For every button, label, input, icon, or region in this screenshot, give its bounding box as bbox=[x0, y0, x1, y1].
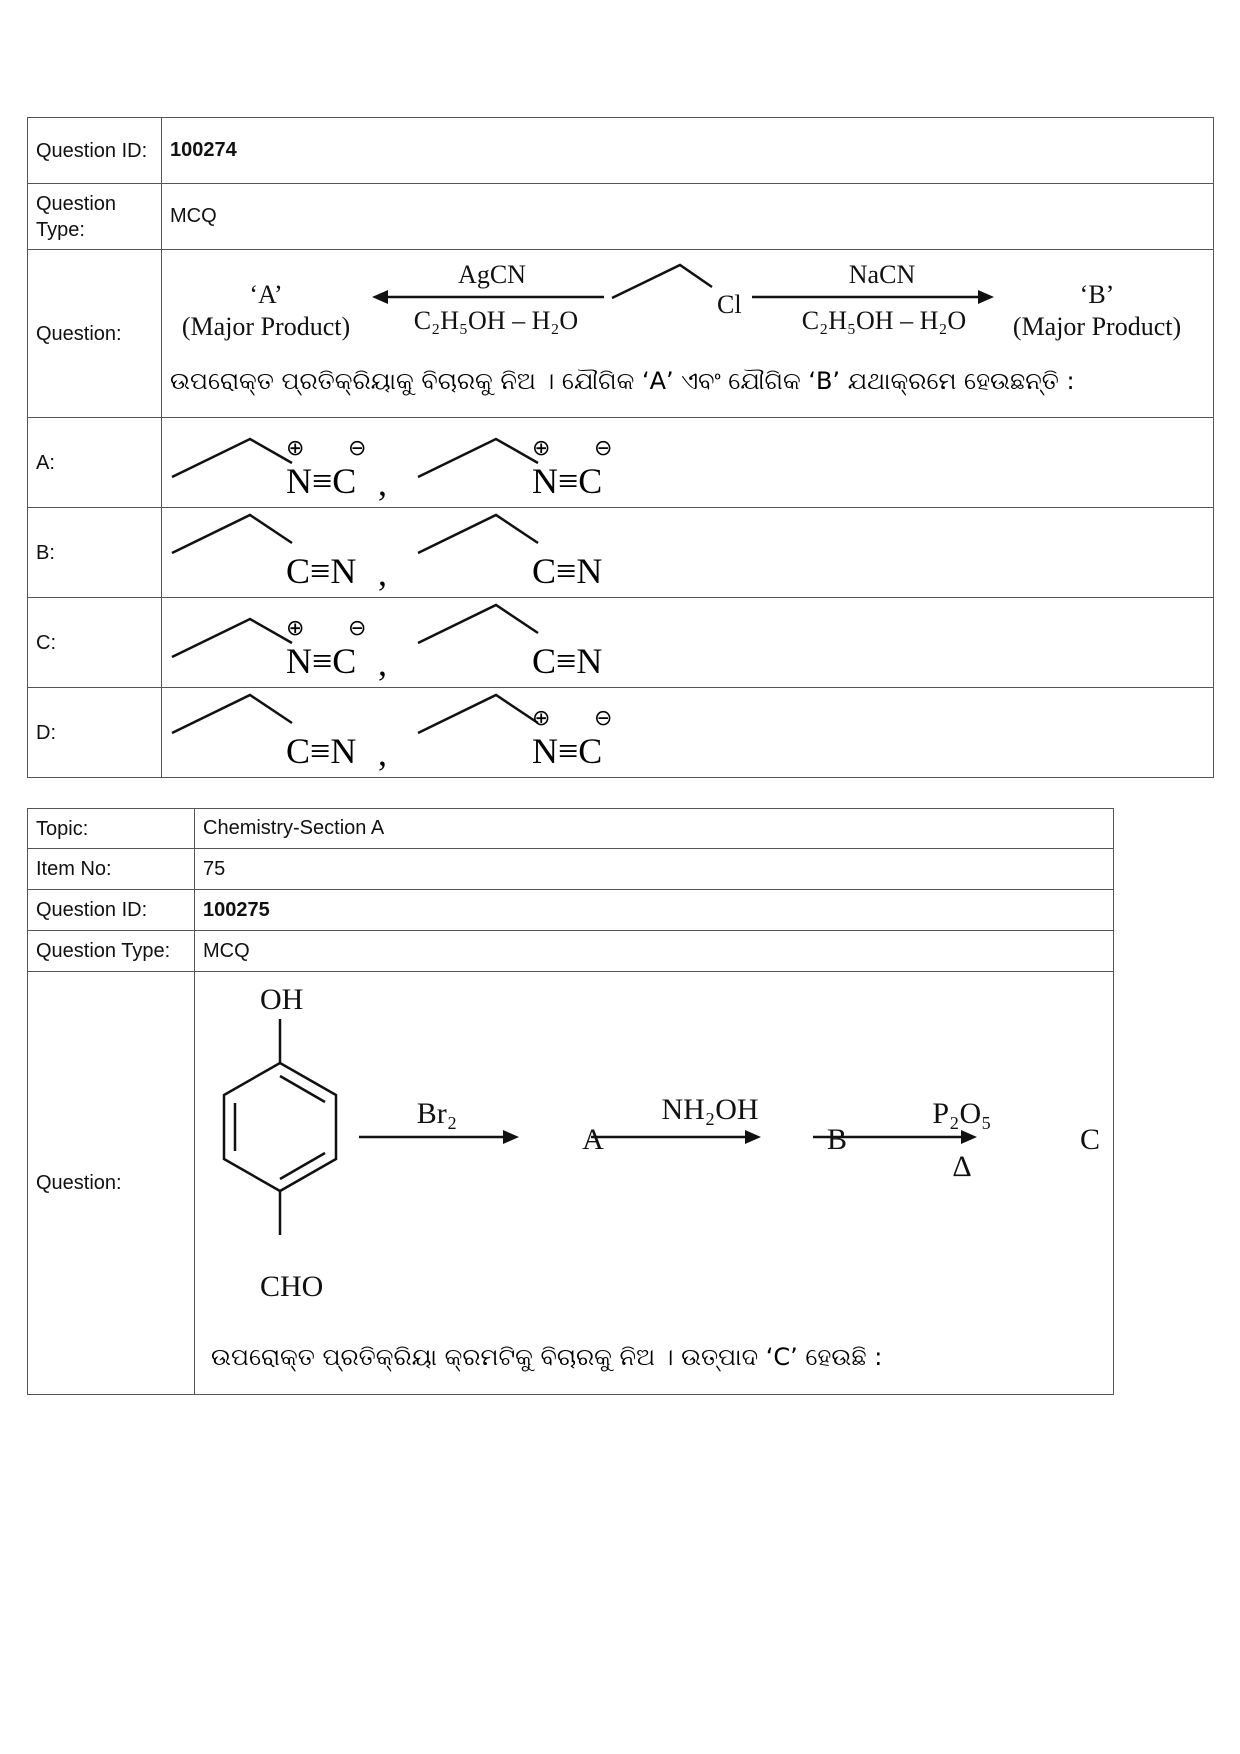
topic-value: Chemistry-Section A bbox=[195, 809, 1114, 849]
solvent-right: C₂H₅OH – H₂O bbox=[801, 305, 967, 335]
topic-label: Topic: bbox=[28, 809, 195, 849]
minus-charge: ⊖ bbox=[348, 435, 367, 461]
option-a-label: A: bbox=[28, 418, 162, 508]
question-id-value: 100274 bbox=[162, 118, 1214, 184]
question-text-odia: ଉପରୋକ୍ତ ପ୍ରତିକ୍ରିୟାକୁ ବିଚାରକୁ ନିଅ । ଯୌଗିକ ‘A’ ଏବଂ ଯୌଗିକ ‘B’ ଯଥାକ୍ରମେ ହେଉଛନ୍ତି : bbox=[170, 366, 1075, 395]
option-row-a[interactable] bbox=[28, 418, 1214, 508]
option-b-label: B: bbox=[28, 508, 162, 598]
option-d-svg bbox=[162, 689, 1212, 777]
option-b-svg bbox=[162, 509, 1212, 597]
comma: , bbox=[378, 732, 388, 773]
arrow-1-head bbox=[503, 1130, 519, 1144]
plus-charge: ⊕ bbox=[532, 435, 551, 461]
option-row-b[interactable] bbox=[28, 508, 1214, 598]
ethyl-chain bbox=[172, 619, 292, 657]
comma: , bbox=[378, 642, 388, 683]
benzene-ring bbox=[224, 1019, 336, 1235]
option-c-label: C: bbox=[28, 598, 162, 688]
isocyanide-group: N≡C bbox=[532, 730, 603, 771]
minus-charge: ⊖ bbox=[348, 615, 367, 641]
ethyl-chain bbox=[612, 265, 712, 298]
plus-charge: ⊕ bbox=[286, 435, 305, 461]
ethyl-chain bbox=[172, 439, 292, 477]
major-product-left: (Major Product) bbox=[181, 311, 351, 341]
option-d-structures[interactable] bbox=[162, 688, 1214, 778]
minus-charge: ⊖ bbox=[594, 435, 613, 461]
ethyl-chain bbox=[418, 695, 538, 733]
cyanide-group: C≡N bbox=[532, 640, 603, 681]
minus-charge: ⊖ bbox=[594, 705, 613, 731]
ethyl-chain bbox=[418, 515, 538, 553]
isocyanide-group: N≡C bbox=[286, 640, 357, 681]
reagent-br2: Br₂ bbox=[416, 1096, 458, 1130]
aldehyde-group: CHO bbox=[260, 1269, 324, 1303]
question-type-label: Question Type: bbox=[28, 931, 195, 972]
reagent-agcn: AgCN bbox=[458, 259, 526, 289]
question-table-100274 bbox=[27, 117, 1214, 778]
item-no-value: 75 bbox=[195, 849, 1114, 890]
product-c: C bbox=[1079, 1122, 1101, 1156]
chloride-atom: Cl bbox=[717, 289, 742, 319]
cyanide-group: C≡N bbox=[286, 730, 357, 771]
hydroxyl-group: OH bbox=[260, 982, 304, 1016]
question-label: Question: bbox=[28, 250, 162, 418]
question-text-odia: ଉପରୋକ୍ତ ପ୍ରତିକ୍ରିୟା କ୍ରମଟିକୁ ବିଚାରକୁ ନିଅ । ଉତ୍ପାଦ ‘C’ ହେଉଛି : bbox=[211, 1342, 883, 1371]
question-content bbox=[195, 972, 1114, 1395]
solvent-left: C₂H₅OH – H₂O bbox=[413, 305, 579, 335]
isocyanide-group: N≡C bbox=[532, 460, 603, 501]
reaction-scheme-2 bbox=[195, 973, 1112, 1394]
major-product-right: (Major Product) bbox=[1012, 311, 1182, 341]
ethyl-chain bbox=[418, 439, 538, 477]
heat-symbol: Δ bbox=[952, 1149, 972, 1183]
arrow-right-head bbox=[978, 290, 994, 304]
question-id-label: Question ID: bbox=[28, 890, 195, 931]
arrow-2-head bbox=[745, 1130, 761, 1144]
option-row-c[interactable] bbox=[28, 598, 1214, 688]
reagent-nh2oh: NH₂OH bbox=[661, 1092, 759, 1126]
question-content bbox=[162, 250, 1214, 418]
comma: , bbox=[378, 552, 388, 593]
ethyl-chain bbox=[172, 695, 292, 733]
question-type-value: MCQ bbox=[162, 184, 1214, 250]
question-type-value: MCQ bbox=[195, 931, 1114, 972]
isocyanide-group: N≡C bbox=[286, 460, 357, 501]
reagent-p2o5: P₂O₅ bbox=[932, 1096, 992, 1130]
question-id-value: 100275 bbox=[195, 890, 1114, 931]
question-type-label: Question Type: bbox=[28, 184, 162, 250]
option-b-structures[interactable] bbox=[162, 508, 1214, 598]
question-id-label: Question ID: bbox=[28, 118, 162, 184]
cyanide-group: C≡N bbox=[286, 550, 357, 591]
comma: , bbox=[378, 462, 388, 503]
plus-charge: ⊕ bbox=[286, 615, 305, 641]
option-row-d[interactable] bbox=[28, 688, 1214, 778]
product-b: B bbox=[826, 1122, 848, 1156]
option-c-structures[interactable] bbox=[162, 598, 1214, 688]
reaction-scheme-1 bbox=[162, 251, 1212, 417]
option-a-structures[interactable] bbox=[162, 418, 1214, 508]
ethyl-chain bbox=[172, 515, 292, 553]
product-a: A bbox=[582, 1122, 604, 1156]
option-d-label: D: bbox=[28, 688, 162, 778]
product-b-label: ‘B’ bbox=[1079, 279, 1115, 309]
product-a-label: ‘A’ bbox=[249, 279, 283, 309]
item-no-label: Item No: bbox=[28, 849, 195, 890]
cyanide-group: C≡N bbox=[532, 550, 603, 591]
reagent-nacn: NaCN bbox=[848, 259, 916, 289]
arrow-3-head bbox=[961, 1130, 977, 1144]
question-label: Question: bbox=[28, 972, 195, 1395]
ethyl-chain bbox=[418, 605, 538, 643]
option-c-svg bbox=[162, 599, 1212, 687]
plus-charge: ⊕ bbox=[532, 705, 551, 731]
option-a-svg bbox=[162, 419, 1212, 507]
question-table-100275 bbox=[27, 808, 1114, 1395]
arrow-left-head bbox=[372, 290, 388, 304]
